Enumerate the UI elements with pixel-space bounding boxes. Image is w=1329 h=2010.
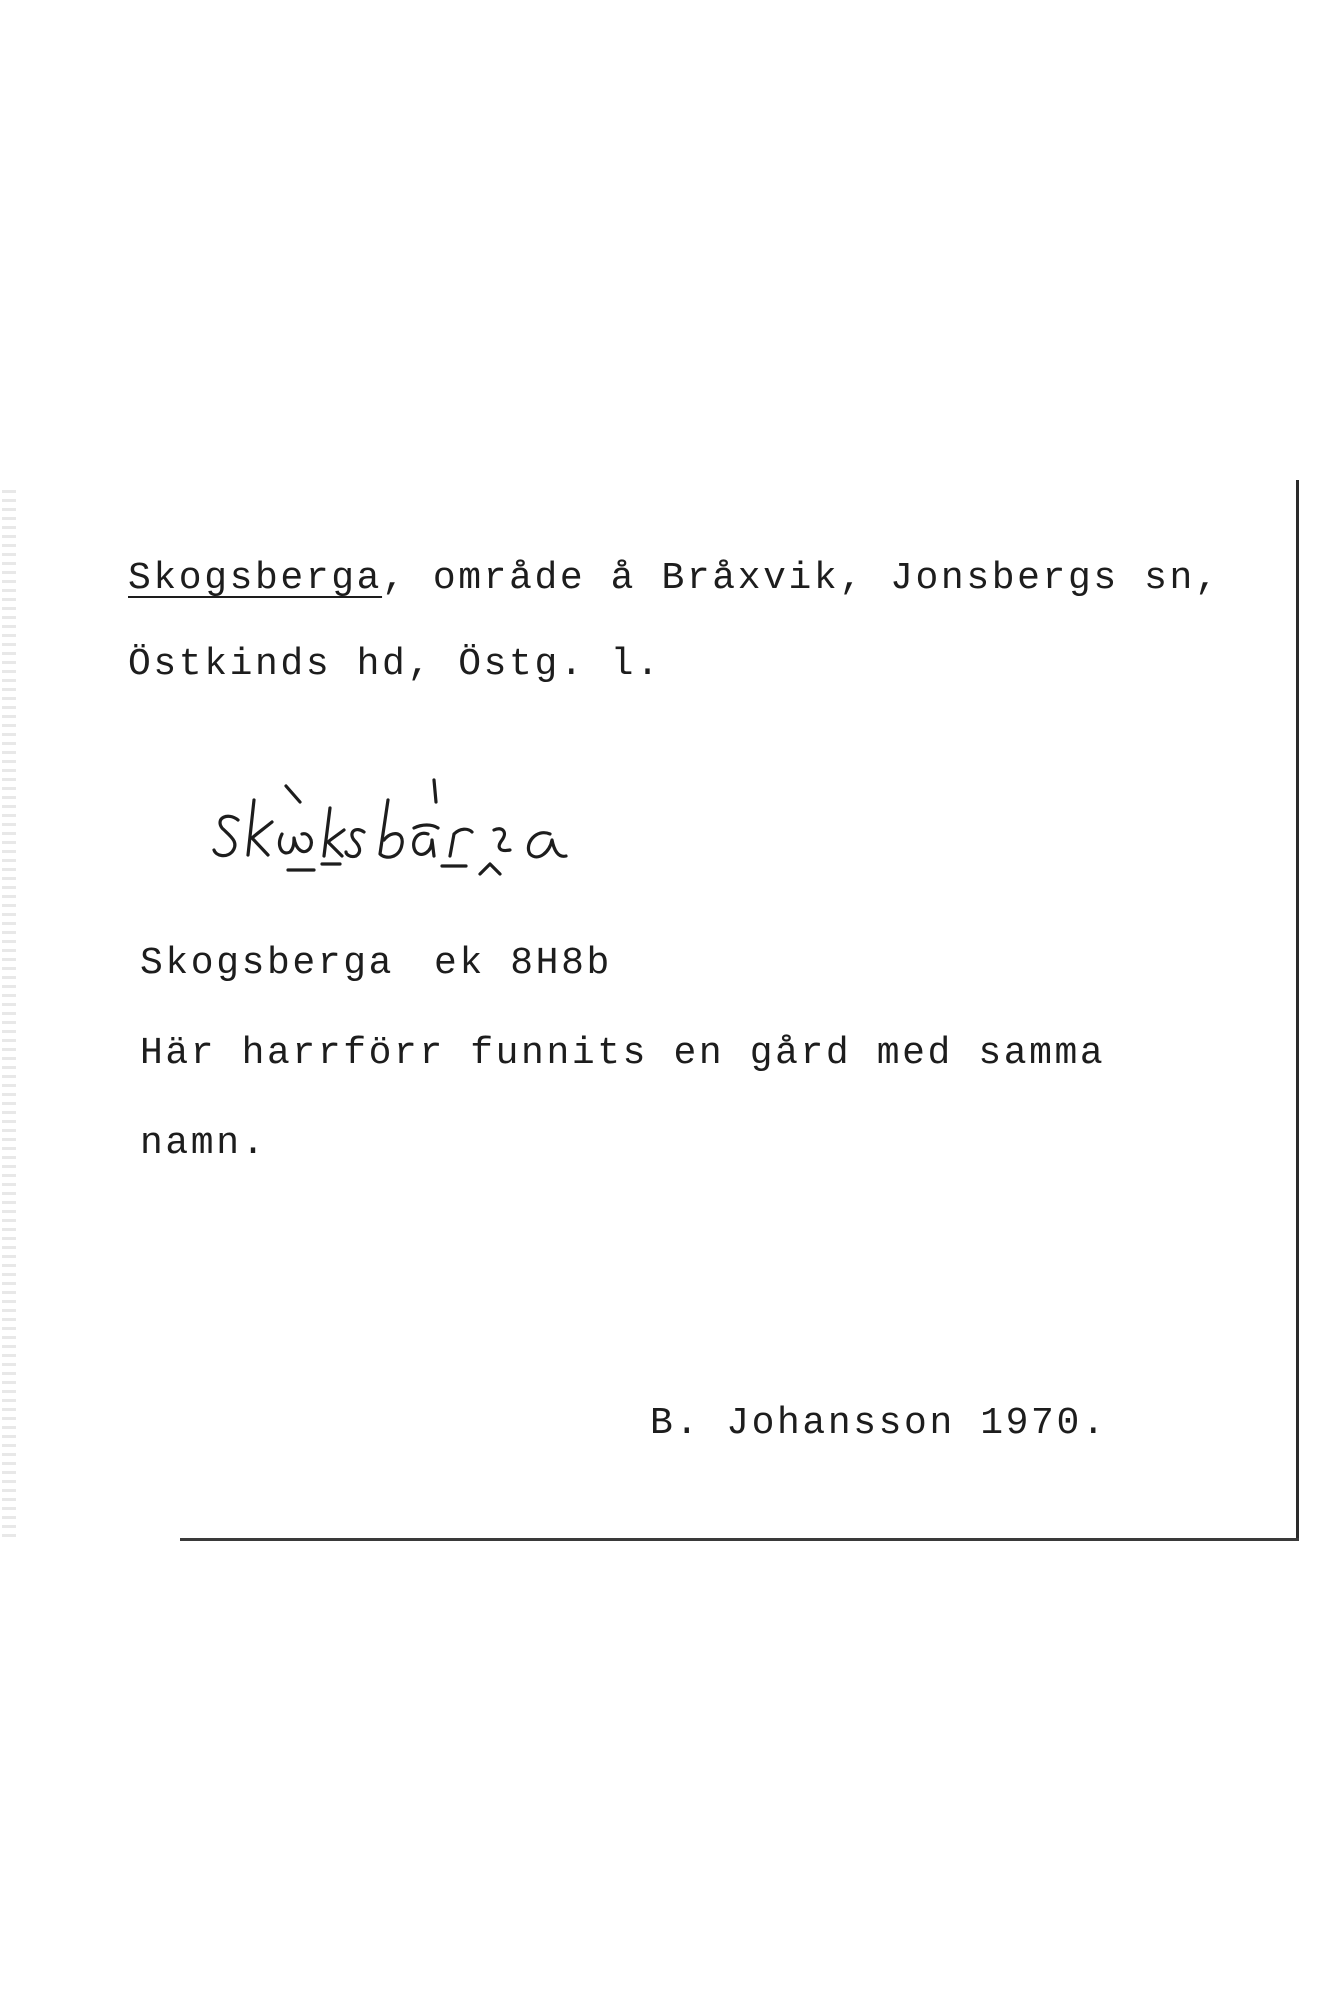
entry-location: , område å Bråxvik, Jonsbergs sn, [382,557,1221,600]
entry-line-2: Östkinds hd, Östg. l. [128,643,662,686]
reference-name: Skogsberga [140,942,395,985]
handwritten-pronunciation [210,760,650,890]
entry-line-1 [128,557,1221,600]
index-card [0,480,1305,1540]
card-bottom-border [180,1538,1299,1541]
reference-line [140,942,612,985]
headword: Skogsberga [128,557,383,600]
card-right-border [1296,480,1299,1540]
note-line-1: Här harrförr funnits en gård med samma [140,1032,1106,1075]
map-reference-code: ek 8H8b [434,942,612,985]
note-line-2: namn. [140,1122,268,1165]
signature: B. Johansson 1970. [650,1402,1108,1445]
